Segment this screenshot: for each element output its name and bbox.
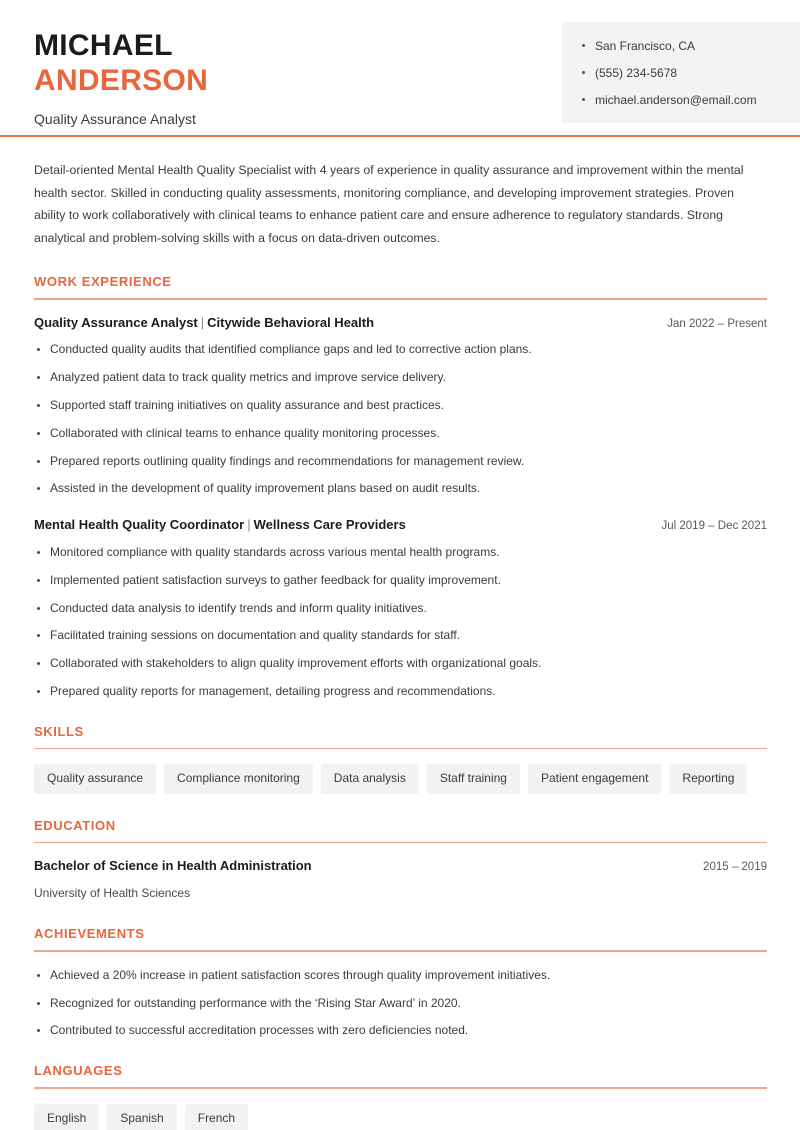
language-tag: Spanish (107, 1104, 176, 1130)
work-entry-header (34, 517, 767, 534)
work-entry-title (34, 315, 374, 332)
contact-list (582, 38, 786, 109)
education-degree: Bachelor of Science in Health Administration (34, 858, 312, 874)
section-rule (34, 748, 767, 750)
section-rule (34, 950, 767, 952)
language-tag: English (34, 1104, 99, 1130)
bullet-item: Prepared quality reports for management, detailing progress and recommendations. (34, 683, 767, 700)
work-role: Mental Health Quality Coordinator (34, 517, 245, 533)
work-company: Wellness Care Providers (253, 517, 406, 533)
achievements-list (34, 967, 767, 1039)
contact-location: San Francisco, CA (582, 38, 786, 54)
education-school: University of Health Sciences (34, 886, 191, 901)
bullet-item: Assisted in the development of quality improvement plans based on audit results. (34, 480, 767, 497)
skills-tag-row (34, 764, 767, 793)
skill-tag: Data analysis (321, 764, 419, 793)
work-entry (34, 315, 767, 498)
header-divider (0, 135, 800, 137)
work-entry-title (34, 517, 406, 534)
bullet-item: Collaborated with clinical teams to enhance quality monitoring processes. (34, 425, 767, 442)
bullet-item: Facilitated training sessions on documentation and quality standards for staff. (34, 627, 767, 644)
bullet-item: Collaborated with stakeholders to align quality improvement efforts with organizational goals. (34, 655, 767, 672)
work-entry-bullets (34, 544, 767, 700)
education-entry-header (34, 858, 767, 875)
section-education (34, 818, 767, 902)
section-skills (34, 724, 767, 794)
first-name: MICHAEL (34, 29, 173, 62)
identity-block (0, 22, 208, 128)
section-heading-achievements: ACHIEVEMENTS (34, 926, 145, 942)
skill-tag: Patient engagement (528, 764, 661, 793)
work-company: Citywide Behavioral Health (207, 314, 375, 330)
work-entry-date: Jul 2019 – Dec 2021 (661, 520, 767, 533)
job-title: Quality Assurance Analyst (34, 110, 196, 127)
section-achievements (34, 926, 767, 1039)
section-rule (34, 1087, 767, 1089)
work-entry-header (34, 315, 767, 332)
title-separator: | (247, 517, 251, 533)
bullet-item: Supported staff training initiatives on quality assurance and best practices. (34, 397, 767, 414)
section-languages (34, 1063, 767, 1130)
bullet-item: Achieved a 20% increase in patient satisfaction scores through quality improvement initiatives. (34, 967, 767, 984)
contact-box (562, 22, 800, 123)
section-rule (34, 842, 767, 844)
title-separator: | (200, 314, 205, 330)
skill-tag: Reporting (669, 764, 747, 793)
work-entry-date: Jan 2022 – Present (667, 317, 767, 330)
section-work-experience (34, 274, 767, 700)
education-date: 2015 – 2019 (703, 861, 767, 874)
skill-tag: Staff training (427, 764, 520, 793)
bullet-item: Conducted quality audits that identified compliance gaps and led to corrective action plans. (34, 341, 767, 358)
bullet-item: Monitored compliance with quality standards across various mental health programs. (34, 544, 767, 561)
bullet-item: Recognized for outstanding performance with the ‘Rising Star Award’ in 2020. (34, 995, 767, 1012)
education-entry (34, 858, 767, 902)
contact-phone: (555) 234-5678 (582, 65, 786, 81)
section-rule (34, 298, 767, 300)
contact-email: michael.anderson@email.com (582, 92, 786, 108)
resume-content (0, 159, 800, 1130)
resume-header (0, 0, 800, 127)
language-tag: French (185, 1104, 248, 1130)
skill-tag: Quality assurance (34, 764, 156, 793)
professional-summary: Detail-oriented Mental Health Quality Specialist with 4 years of experience in quality assurance and improvement within the mental health sector. Skilled in conducting quality assessments, monitoring compliance, and developing improvement strategies. Proven ability to work collaboratively with clinical teams to enhance patient care and ensure adherence to regulatory standards. Strong analytical and problem-solving skills with a focus on data-driven outcomes. (34, 163, 744, 246)
section-heading-work-experience: WORK EXPERIENCE (34, 273, 172, 289)
bullet-item: Implemented patient satisfaction surveys to gather feedback for quality improvement. (34, 572, 767, 589)
skill-tag: Compliance monitoring (164, 764, 313, 793)
bullet-item: Conducted data analysis to identify trends and inform quality initiatives. (34, 600, 767, 617)
languages-tag-row (34, 1104, 767, 1130)
work-entry-bullets (34, 341, 767, 497)
bullet-item: Prepared reports outlining quality findings and recommendations for management review. (34, 453, 767, 470)
section-heading-languages: LANGUAGES (34, 1063, 123, 1079)
bullet-item: Contributed to successful accreditation processes with zero deficiencies noted. (34, 1022, 767, 1039)
work-role: Quality Assurance Analyst (34, 314, 198, 330)
last-name: ANDERSON (34, 64, 209, 98)
section-heading-education: EDUCATION (34, 817, 116, 833)
work-entry (34, 517, 767, 700)
bullet-item: Analyzed patient data to track quality metrics and improve service delivery. (34, 369, 767, 386)
section-heading-skills: SKILLS (34, 723, 84, 739)
